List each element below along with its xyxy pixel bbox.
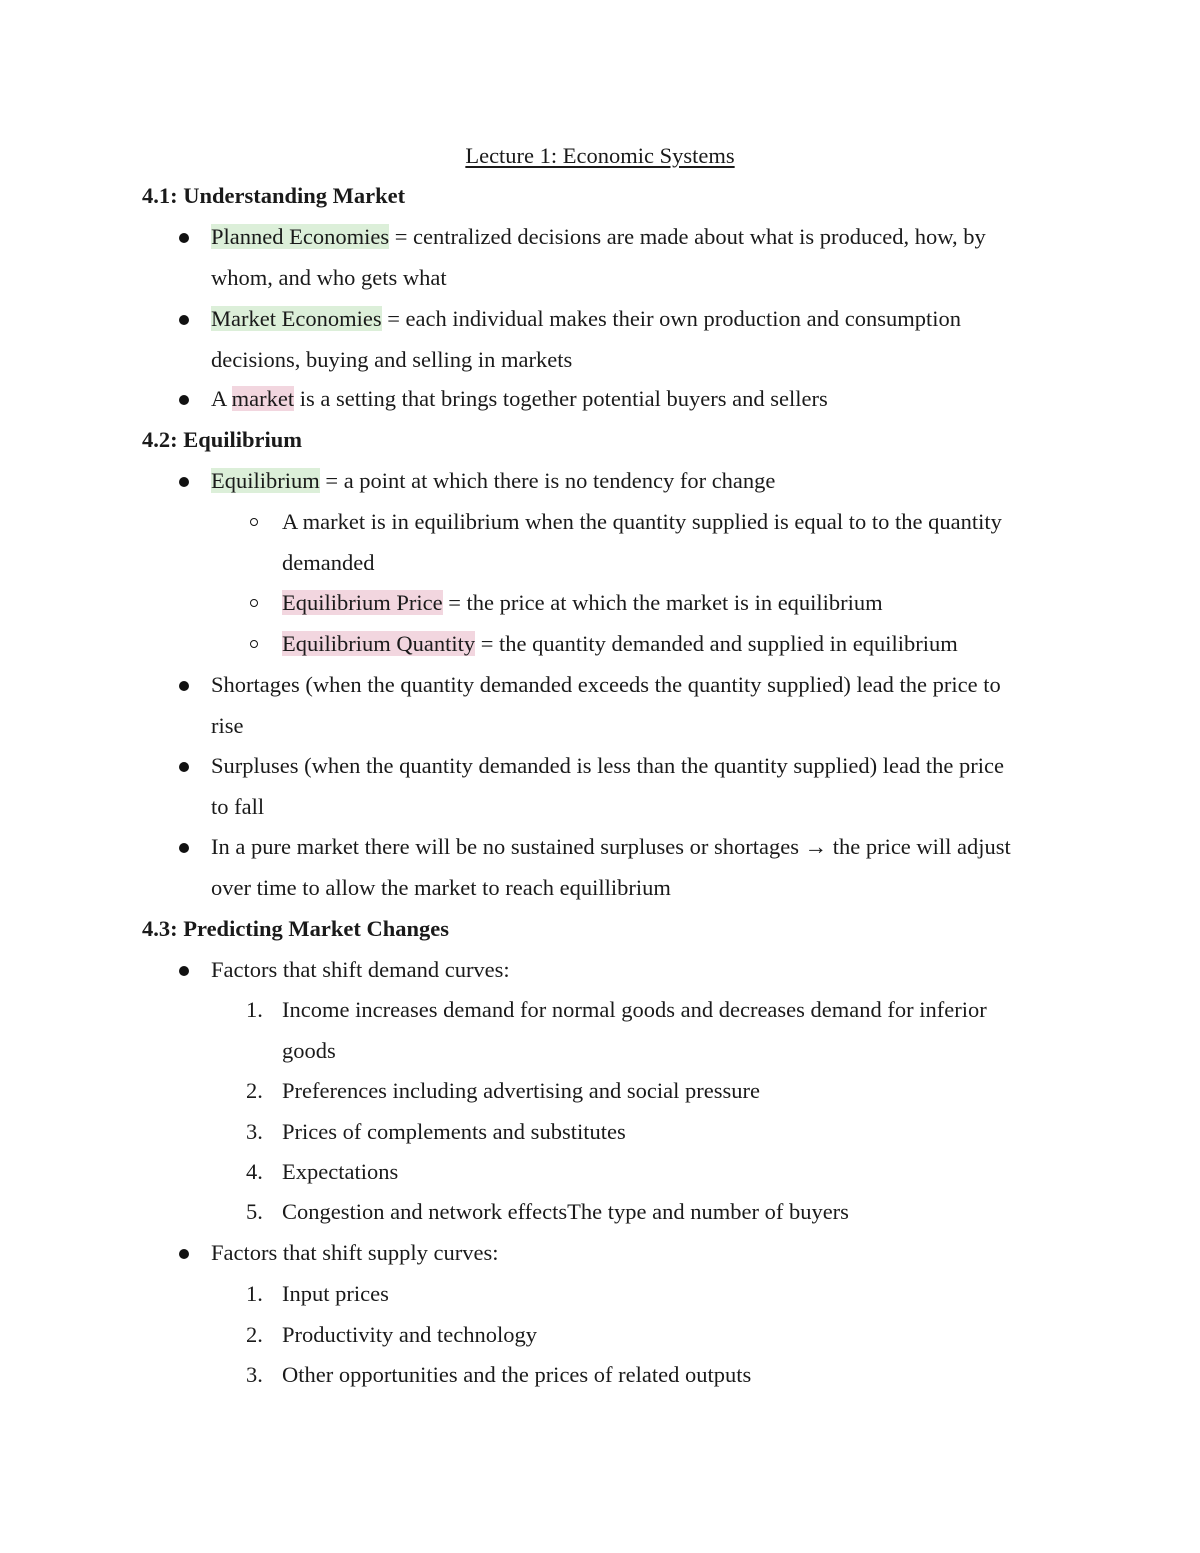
sub-list-item: A market is in equilibrium when the quantity supplied is equal to to the quantity	[282, 509, 1002, 534]
numbered-item: Input prices	[282, 1281, 389, 1306]
item-continuation: over time to allow the market to reach equillibrium	[211, 875, 671, 900]
item-text: = the quantity demanded and supplied in equilibrium	[475, 631, 958, 656]
list-item: Factors that shift demand curves:	[211, 957, 510, 982]
numbered-item: Productivity and technology	[282, 1322, 537, 1347]
list-item	[211, 385, 828, 413]
list-item	[211, 467, 775, 495]
bullet-icon	[179, 233, 189, 243]
highlighted-term: Equilibrium Quantity	[282, 631, 476, 656]
hollow-bullet-icon	[250, 599, 258, 607]
list-item: In a pure market there will be no sustained surpluses or shortages → the price will adjust	[211, 834, 1011, 859]
bullet-icon	[179, 843, 189, 853]
list-number: 4.	[246, 1159, 263, 1184]
numbered-item: Other opportunities and the prices of related outputs	[282, 1362, 752, 1387]
bullet-icon	[179, 966, 189, 976]
bullet-icon	[179, 762, 189, 772]
item-text: = a point at which there is no tendency for change	[319, 468, 776, 493]
item-text: = centralized decisions are made about what is produced, how, by	[389, 224, 986, 249]
bullet-icon	[179, 315, 189, 325]
sub-list-item	[282, 589, 883, 617]
list-item: Shortages (when the quantity demanded exceeds the quantity supplied) lead the price to	[211, 672, 1001, 697]
list-number: 1.	[246, 1281, 263, 1306]
section-heading: 4.3: Predicting Market Changes	[142, 916, 450, 941]
list-item	[211, 305, 961, 333]
list-item	[211, 223, 986, 251]
highlighted-term: Equilibrium Price	[282, 590, 443, 615]
numbered-item: Income increases demand for normal goods and decreases demand for inferior	[282, 997, 987, 1022]
sub-list-item	[282, 630, 958, 658]
highlighted-term: Planned Economies	[211, 224, 390, 249]
item-text: = each individual makes their own production and consumption	[381, 306, 962, 331]
item-text: = the price at which the market is in equilibrium	[442, 590, 883, 615]
list-number: 2.	[246, 1322, 263, 1347]
numbered-item: Expectations	[282, 1159, 399, 1184]
list-item: Surpluses (when the quantity demanded is less than the quantity supplied) lead the price	[211, 753, 1004, 778]
numbered-item: Prices of complements and substitutes	[282, 1119, 626, 1144]
numbered-item: Preferences including advertising and social pressure	[282, 1078, 760, 1103]
highlighted-term: Market Economies	[211, 306, 382, 331]
list-number: 3.	[246, 1362, 263, 1387]
section-heading: 4.2: Equilibrium	[142, 427, 303, 452]
highlighted-term: Equilibrium	[211, 468, 320, 493]
item-continuation: demanded	[282, 550, 375, 575]
item-continuation: rise	[211, 713, 244, 738]
list-item: Factors that shift supply curves:	[211, 1240, 499, 1265]
list-number: 5.	[246, 1199, 263, 1224]
item-text: A	[211, 386, 232, 411]
item-continuation: to fall	[211, 794, 265, 819]
hollow-bullet-icon	[250, 518, 258, 526]
item-continuation: goods	[282, 1038, 336, 1063]
bullet-icon	[179, 395, 189, 405]
hollow-bullet-icon	[250, 640, 258, 648]
page-title: Lecture 1: Economic Systems	[465, 143, 735, 168]
bullet-icon	[179, 681, 189, 691]
section-heading: 4.1: Understanding Market	[142, 183, 406, 208]
bullet-icon	[179, 1249, 189, 1259]
bullet-icon	[179, 477, 189, 487]
list-number: 3.	[246, 1119, 263, 1144]
item-continuation: decisions, buying and selling in markets	[211, 347, 573, 372]
list-number: 2.	[246, 1078, 263, 1103]
item-continuation: whom, and who gets what	[211, 265, 447, 290]
numbered-item: Congestion and network effectsThe type and number of buyers	[282, 1199, 849, 1224]
list-number: 1.	[246, 997, 263, 1022]
highlighted-term: market	[231, 386, 295, 411]
item-text: is a setting that brings together potential buyers and sellers	[294, 386, 828, 411]
